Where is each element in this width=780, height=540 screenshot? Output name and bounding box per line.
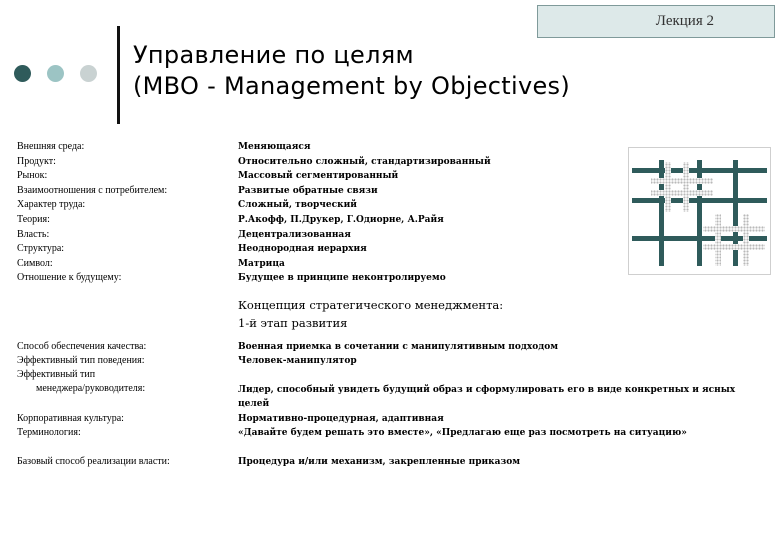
quality-value: Военная приемка в сочетании с манипулятивным подходом bbox=[238, 342, 559, 352]
row-value: Массовый сегментированный bbox=[238, 171, 399, 182]
power-label: Базовый способ реализации власти: bbox=[17, 456, 170, 467]
row-label: Отношение к будущему: bbox=[17, 272, 122, 284]
row-value: Р.Акофф, П.Друкер, Г.Одиорне, А.Райя bbox=[238, 215, 444, 225]
matrix-grid-icon bbox=[628, 147, 771, 275]
culture-label: Корпоративная культура: bbox=[17, 413, 124, 424]
row-value: Развитые обратные связи bbox=[238, 185, 378, 196]
matrix-grid-graphic bbox=[629, 148, 770, 274]
row-value: Будущее в принципе неконтролируемо bbox=[238, 273, 446, 284]
row-label: Характер труда: bbox=[17, 199, 86, 211]
terminology-label: Терминология: bbox=[17, 427, 81, 438]
behavior-value: Человек-манипулятор bbox=[238, 356, 357, 366]
row-value: Сложный, творческий bbox=[238, 200, 357, 211]
row-label: Рынок: bbox=[17, 170, 48, 182]
row-value: Относительно сложный, стандартизированный bbox=[238, 156, 491, 167]
terminology-value: «Давайте будем решать это вместе», «Предлагаю еще раз посмотреть на ситуацию» bbox=[238, 428, 687, 438]
manager-type-value: Лидер, способный увидеть будущий образ и сформулировать его в виде конкретных и ясных bbox=[238, 385, 736, 395]
row-label: Взаимоотношения с потребителем: bbox=[17, 184, 168, 196]
row-value: Децентрализованная bbox=[238, 229, 351, 240]
row-label: Символ: bbox=[17, 257, 53, 269]
row-label: Структура: bbox=[17, 243, 65, 255]
concept-heading bbox=[238, 296, 503, 332]
row-label: Власть: bbox=[17, 228, 50, 240]
row-value: Неоднородная иерархия bbox=[238, 244, 367, 255]
row-value: Меняющаяся bbox=[238, 142, 311, 152]
lecture-label: Лекция 2 bbox=[537, 5, 775, 38]
manager-type-value-cont: целей bbox=[238, 399, 270, 409]
quality-label: Способ обеспечения качества: bbox=[17, 341, 147, 352]
title-line-2: (MBO - Management by Objectives) bbox=[133, 72, 570, 100]
power-value: Процедура и/или механизм, закрепленные приказом bbox=[238, 457, 521, 467]
decor-dot-light bbox=[47, 65, 64, 82]
row-value: Матрица bbox=[238, 258, 285, 269]
manager-type-label: Эффективный тип bbox=[17, 369, 96, 380]
decor-dot-dark bbox=[14, 65, 31, 82]
culture-value: Нормативно-процедурная, адаптивная bbox=[238, 414, 444, 424]
behavior-label: Эффективный тип поведения: bbox=[17, 355, 145, 366]
concept-line-1: Концепция стратегического менеджмента: bbox=[238, 298, 504, 312]
row-label: Теория: bbox=[17, 214, 50, 225]
page-title bbox=[133, 40, 570, 102]
row-label: Продукт: bbox=[17, 155, 56, 167]
row-label: Внешняя среда: bbox=[17, 141, 85, 152]
title-line-1: Управление по целям bbox=[133, 41, 414, 69]
title-divider bbox=[117, 26, 120, 124]
decor-dot-gray bbox=[80, 65, 97, 82]
concept-line-2: 1-й этап развития bbox=[238, 316, 348, 330]
manager-type-label-cont: менеджера/руководителя: bbox=[36, 383, 146, 394]
